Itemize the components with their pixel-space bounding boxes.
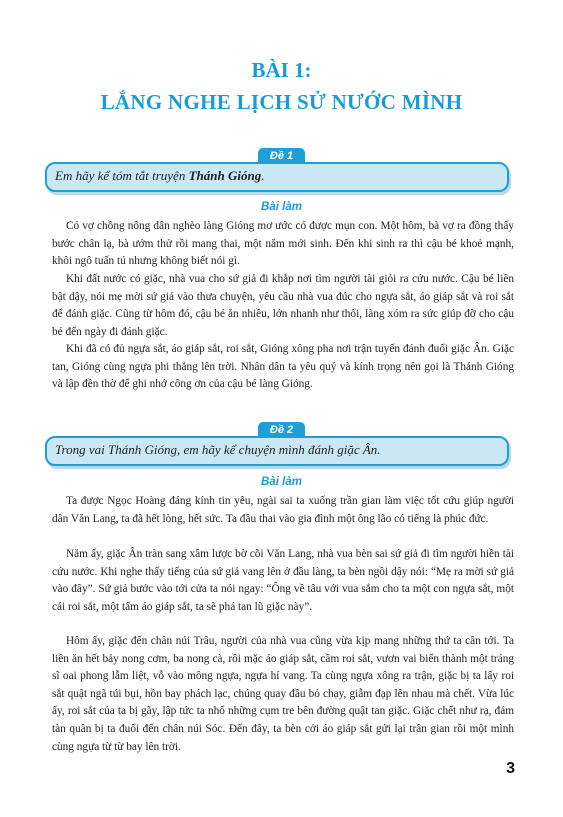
page-number: 3: [506, 760, 515, 777]
answer-label-2: Bài làm: [261, 476, 302, 488]
lesson-number: BÀI 1:: [251, 58, 312, 82]
question-box-1: [45, 162, 509, 192]
question-1-text: [55, 168, 264, 184]
section2-paragraph-2: Năm ấy, giặc Ân tràn sang xâm lược bờ cõi Văn Lang, nhà vua bèn sai sứ giả đi tìm người hiền tài cứu nước. Khi nghe thấy tiếng của sứ giả vang lên ở đầu làng, ta bèn ngồi dậy nói: “Mẹ ra mời sứ giả vào đây”. Sứ giả bước vào tới cửa ta nói ngay: “Ông về tâu với vua sắm cho ta một con ngựa sắt, một cái roi sắt, một tấm áo giáp sắt, ta sẽ phá tan lũ giặc này”.: [52, 548, 514, 613]
lesson-title: LẮNG NGHE LỊCH SỬ NƯỚC MÌNH: [100, 90, 463, 114]
answer-label-1: Bài làm: [261, 201, 302, 213]
section1-paragraph-2: Khi đất nước có giặc, nhà vua cho sứ giả đi khắp nơi tìm người tài giỏi ra cứu nước. Cậu bé liền bật dậy, nói mẹ mời sứ giả vào thưa chuyện, yêu cầu nhà vua đúc cho ngựa sắt, áo giáp sắt và roi sắt để đánh giặc. Cũng từ hôm đó, cậu bé ăn nhiều, lớn nhanh như thổi, làng xóm ra sức giúp đỡ cho cậu bé đến ngày đi đánh giặc.: [52, 273, 514, 338]
question-1-prefix: Em hãy kể tóm tắt truyện: [55, 168, 189, 183]
section2-paragraph-3: Hôm ấy, giặc đến chân núi Trâu, người của nhà vua cũng vừa kịp mang những thứ ta cần tới. Ta liền ăn hết bảy nong cơm, ba nong cà, rồi mặc áo giáp sắt, cầm roi sắt, vươn vai biến thành một tráng sĩ oai phong lẫm liệt, vỗ vào mông ngựa, ngựa hí vang. Ta cùng ngựa xông ra trận, giặc bị ta lấy roi sắt quật ngã túi bụi, hồn bay phách lạc, chúng quay đầu bỏ chạy, giẫm đạp lên nhau mà chết. Vừa lúc ấy, roi sắt của ta bị gãy, lập tức ta nhổ những cụm tre bên đường quật tan giặc. Giặc chết như rạ, đám tàn quân bị ta đuổi đến chân núi Sóc. Đến đây, ta bèn cởi áo giáp sắt gửi lại trần gian rồi một mình cùng ngựa từ từ bay lên trời.: [52, 635, 514, 753]
question-1-suffix: .: [261, 168, 265, 183]
question-box-2: [45, 436, 509, 466]
section2-paragraph-1: Ta được Ngọc Hoàng đáng kính tin yêu, ngài sai ta xuống trần gian làm việc tốt cứu giúp người dân Văn Lang, ta đã hết lòng, hết sức. Ta đầu thai vào gia đình một ông lão có tiếng là phúc đức.: [52, 495, 514, 525]
section1-paragraph-3: Khi đã có đủ ngựa sắt, áo giáp sắt, roi sắt, Gióng xông pha nơi trận tuyến đánh đuổi giặc Ân. Giặc tan, Gióng cùng ngựa phi thẳng lên trời. Nhân dân ta yêu quý và kính trọng nên gọi là Thánh Gióng và lập đền thờ để ghi nhớ công ơn của cậu bé làng Gióng.: [52, 343, 514, 391]
section1-paragraph-1: Có vợ chồng nông dân nghèo làng Gióng mơ ước có được mụn con. Một hôm, bà vợ ra đồng thấy bước chân lạ, bà ướm thử rồi mang thai, một năm mới sinh. Đến khi sinh ra thì cậu bé khoẻ mạnh, khôi ngô tuấn tú nhưng không biết nói gì.: [52, 220, 514, 268]
topic-tag-1-label: Đề 1: [258, 148, 305, 164]
question-2-text: Trong vai Thánh Gióng, em hãy kể chuyện mình đánh giặc Ân.: [55, 442, 381, 457]
topic-tag-2-label: Đề 2: [258, 422, 305, 438]
question-1-bold: Thánh Gióng: [188, 168, 262, 183]
